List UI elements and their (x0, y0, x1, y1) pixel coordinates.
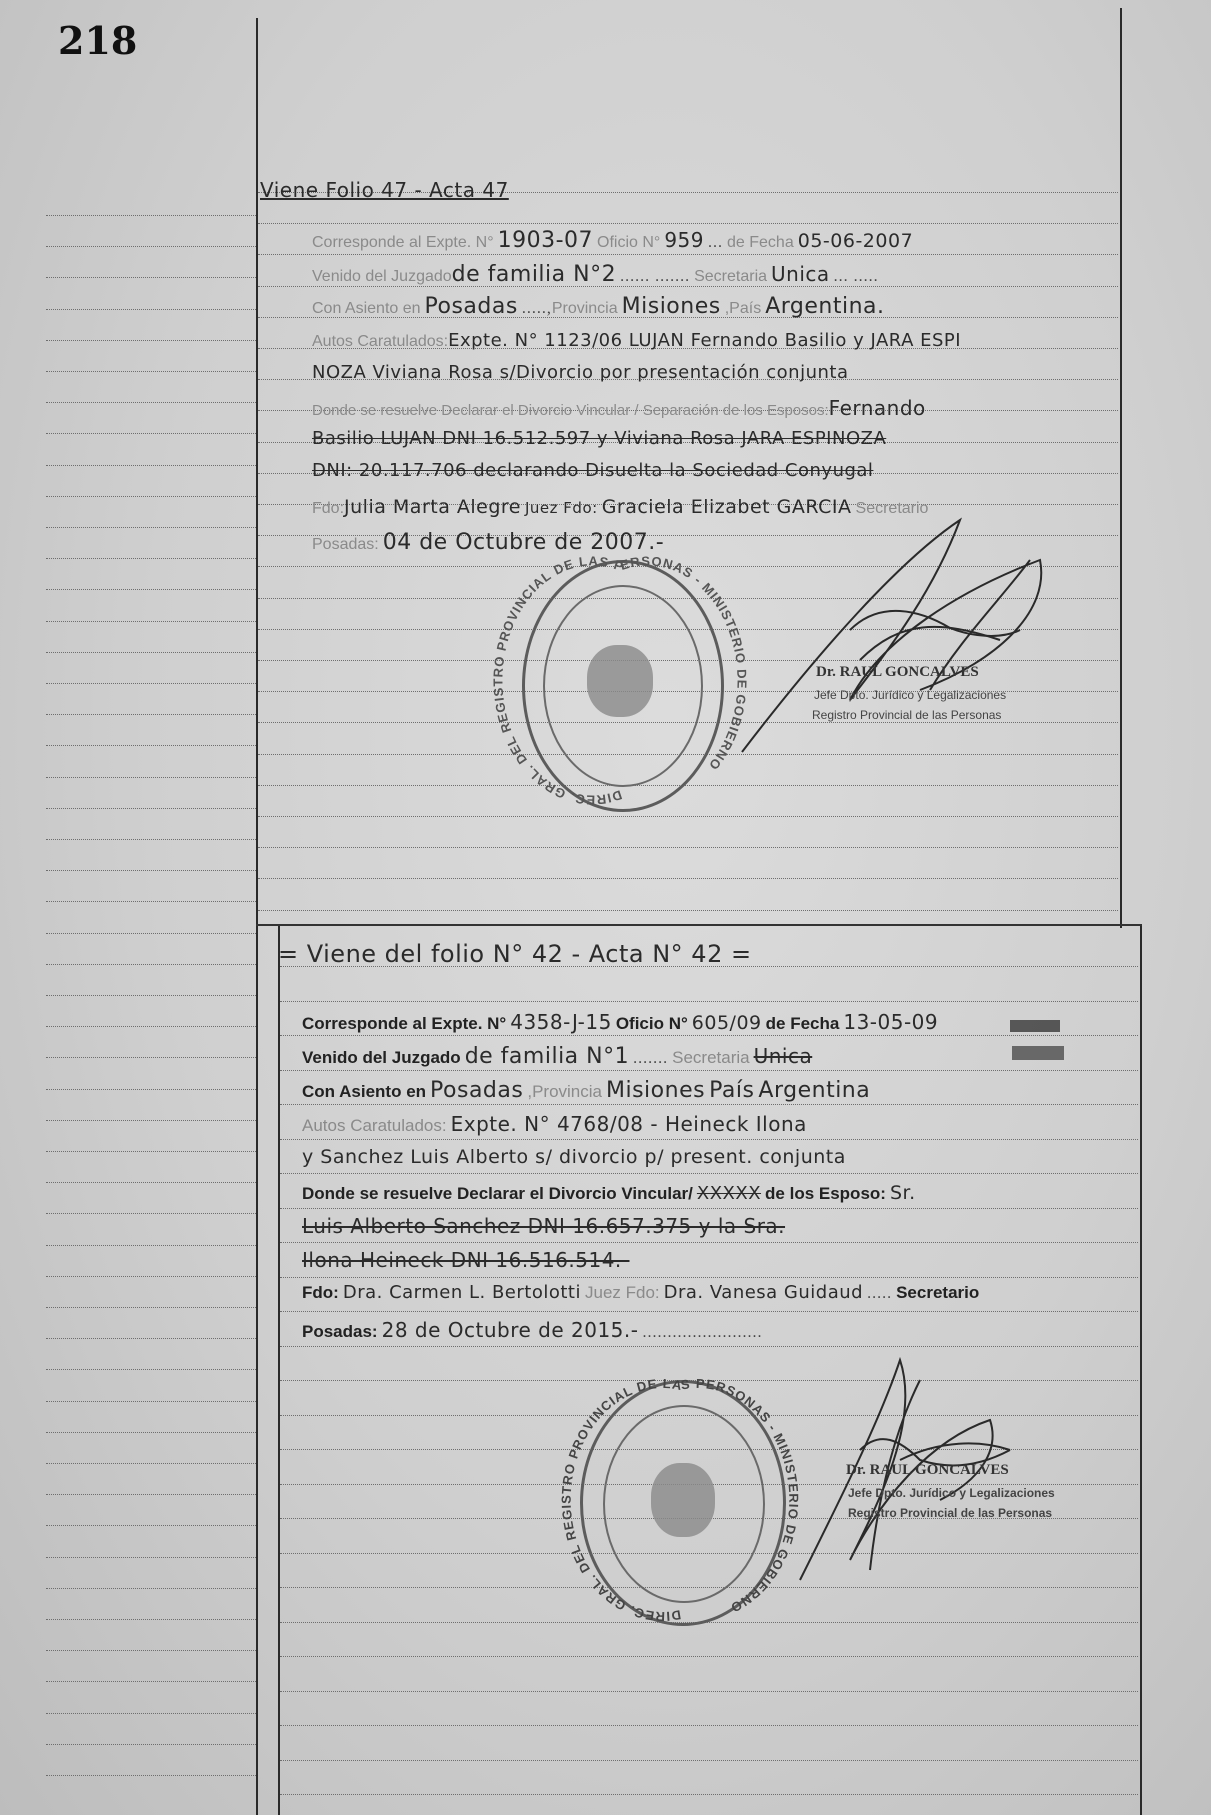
ruled-line (46, 433, 256, 434)
entry-1-row-expte: Corresponde al Expte. N° 1903-07 Oficio N° 959 ... de Fecha 05-06-2007 (312, 228, 914, 253)
ruled-line (258, 910, 1118, 911)
fdo-juez: Julia Marta Alegre (344, 496, 521, 518)
ruled-line (258, 223, 1118, 224)
ruled-line (46, 1494, 256, 1495)
provincia-label: Provincia (532, 1082, 602, 1101)
entry-separator (256, 924, 1142, 926)
provincia-value: Misiones (621, 294, 721, 319)
signature-title-1: Jefe Dpto. Jurídico y Legalizaciones (814, 688, 1007, 702)
ruled-line (46, 1401, 256, 1402)
donde-value: Fernando (828, 396, 926, 420)
donde-line3: Ilona Heineck DNI 16.516.514.- (302, 1248, 630, 1272)
ruled-line (46, 496, 256, 497)
fdo-label: Fdo: (312, 500, 345, 517)
entry-2-row-juzgado: Venido del Juzgado de familia N°1 ....... Secretaria Unica (302, 1044, 813, 1069)
asiento-value: Posadas (430, 1078, 524, 1103)
entry-1-row-asiento: Con Asiento en Posadas .....,Provincia Misiones ,País Argentina. (312, 294, 885, 319)
ruled-line (46, 371, 256, 372)
ruled-line (46, 558, 256, 559)
ruled-line (258, 847, 1118, 848)
ruled-line (46, 1213, 256, 1214)
ruled-line (46, 901, 256, 902)
asiento-label: Con Asiento en (302, 1082, 427, 1101)
ruled-line (46, 1276, 256, 1277)
page-number: 218 (58, 18, 138, 63)
entry-1-row-juzgado: Venido del Juzgadode familia N°2 ...... ....... Secretaria Unica ... ..... (312, 262, 879, 287)
ruled-line (280, 1139, 1138, 1140)
provincia-label: Provincia (551, 300, 618, 317)
donde-value: Sr. (889, 1182, 916, 1204)
fecha-label: de Fecha (727, 234, 794, 251)
ruled-line (280, 1001, 1138, 1002)
expte-value: 1903-07 (497, 228, 594, 253)
entry-2-row-posadas: Posadas: 28 de Octubre de 2015.- ........................ (302, 1318, 763, 1342)
right-border-line (1120, 8, 1122, 928)
entry-1-row-posadas (312, 530, 664, 555)
official-stamp (522, 560, 724, 812)
ruled-line (280, 1380, 1138, 1381)
fdo-juez-role: Juez Fdo: (525, 499, 598, 517)
ruled-line (280, 1208, 1138, 1209)
ruled-line (46, 1681, 256, 1682)
ruled-line (280, 1311, 1138, 1312)
fecha-label: de Fecha (765, 1014, 840, 1033)
donde-line2: Basilio LUJAN DNI 16.512.597 y Viviana Rosa JARA ESPINOZA (312, 428, 887, 449)
juzgado-label: Venido del Juzgado (312, 268, 452, 285)
fdo-secretario-role: Secretario (896, 1283, 980, 1302)
entry-1-row-autos (312, 330, 961, 351)
posadas-label: Posadas: (302, 1322, 378, 1341)
lower-right-border-line (1140, 925, 1142, 1815)
ruled-line (280, 1104, 1138, 1105)
ruled-line (46, 1713, 256, 1714)
asiento-value: Posadas (424, 294, 518, 319)
signature-title-2: Registro Provincial de las Personas (848, 1506, 1053, 1520)
ruled-line (280, 1760, 1138, 1761)
lower-margin-line (278, 925, 280, 1815)
posadas-label: Posadas: (312, 536, 379, 553)
ruled-line (46, 1089, 256, 1090)
pais-label: País (729, 300, 762, 317)
ruled-line (46, 1245, 256, 1246)
entry-2-row-expte (302, 1010, 938, 1034)
ink-smudge (1010, 1020, 1060, 1032)
ruled-line (46, 1057, 256, 1058)
fdo-juez-role: Juez Fdo: (584, 1283, 660, 1302)
ruled-line (46, 777, 256, 778)
donde-label: Donde se resuelve Declarar el Divorcio Vincular/ (302, 1184, 693, 1203)
ruled-line (46, 652, 256, 653)
pais-value: Argentina (758, 1078, 871, 1103)
ruled-line (46, 1588, 256, 1589)
fecha-value: 05-06-2007 (797, 230, 914, 252)
margin-line (256, 18, 258, 1815)
oficio-label: Oficio N° (615, 1014, 688, 1033)
fdo-secretario: Graciela Elizabet GARCIA (601, 496, 852, 518)
entry-1-row-donde (312, 396, 926, 420)
coat-of-arms-emblem (587, 645, 653, 717)
fdo-secretario-role: Secretario (855, 500, 929, 517)
autos-line1: Expte. N° 1123/06 LUJAN Fernando Basilio y JARA ESPI (448, 330, 962, 351)
posadas-value: 28 de Octubre de 2015.- (381, 1318, 639, 1342)
juzgado-label: Venido del Juzgado (302, 1048, 461, 1067)
ruled-line (280, 1070, 1138, 1071)
entry-2-row-donde (302, 1182, 916, 1204)
ruled-line (46, 621, 256, 622)
ruled-line (258, 566, 1118, 567)
donde-label-end: de los Esposo: (765, 1184, 886, 1203)
ruled-line (280, 1173, 1138, 1174)
secretaria-label: Secretaria (672, 1048, 750, 1067)
signature-name: Dr. RAUL GONCALVES (816, 664, 979, 680)
coat-of-arms-emblem (651, 1463, 715, 1537)
ruled-line (46, 246, 256, 247)
ruled-line (46, 964, 256, 965)
ruled-line (46, 1744, 256, 1745)
ruled-line (46, 1775, 256, 1776)
ruled-line (280, 1656, 1138, 1657)
corresponde-label: Corresponde al Expte. N° (312, 234, 494, 251)
autos-label: Autos Caratulados: (312, 333, 449, 350)
entry-1-row-fdo (312, 496, 928, 518)
ruled-line (46, 340, 256, 341)
ruled-line (280, 1346, 1138, 1347)
donde-label: Donde se resuelve Declarar el Divorcio Vincular / Separación de los Esposos: (312, 402, 829, 419)
ruled-line (280, 1035, 1138, 1036)
fdo-secretario: Dra. Vanesa Guidaud (663, 1282, 864, 1303)
ruled-line (46, 1026, 256, 1027)
autos-line2: y Sanchez Luis Alberto s/ divorcio p/ present. conjunta (302, 1146, 846, 1168)
ruled-line (46, 683, 256, 684)
ruled-line (46, 1338, 256, 1339)
oficio-label: Oficio N° (597, 234, 661, 251)
ruled-line (46, 870, 256, 871)
oficio-value: 959 (664, 228, 705, 252)
ruled-line (280, 1725, 1138, 1726)
ruled-line (46, 1307, 256, 1308)
secretaria-label: Secretaria (694, 268, 768, 285)
ruled-line (258, 785, 1118, 786)
ruled-line (46, 309, 256, 310)
ruled-line (46, 1650, 256, 1651)
official-stamp (580, 1380, 786, 1626)
provincia-value: Misiones (606, 1078, 706, 1103)
posadas-value: 04 de Octubre de 2007.- (382, 530, 665, 555)
signature-title-2: Registro Provincial de las Personas (812, 708, 1002, 722)
ruled-line (46, 808, 256, 809)
autos-line2: NOZA Viviana Rosa s/Divorcio por presentación conjunta (312, 362, 849, 383)
ruled-line (280, 1691, 1138, 1692)
expte-value: 4358-J-15 (510, 1010, 612, 1034)
ruled-line (46, 1369, 256, 1370)
ruled-line (46, 1432, 256, 1433)
corresponde-label: Corresponde al Expte. N° (302, 1014, 507, 1033)
stamp-text: DIREC. GRAL. DEL REGISTRO PROVINCIAL DE LAS PERSONAS - MINISTERIO DE GOBIERNO (490, 553, 750, 808)
juzgado-value: de familia N°1 (464, 1044, 630, 1069)
pais-label: País (709, 1078, 755, 1103)
ruled-line (46, 1151, 256, 1152)
autos-label: Autos Caratulados: (302, 1116, 447, 1135)
ruled-line (46, 1557, 256, 1558)
ruled-line (46, 714, 256, 715)
asiento-label: Con Asiento en (312, 300, 421, 317)
signature-title-1: Jefe Dpto. Jurídico y Legalizaciones (848, 1486, 1055, 1500)
ruled-line (46, 933, 256, 934)
ruled-line (46, 1182, 256, 1183)
fdo-label: Fdo: (302, 1283, 339, 1302)
entry-2-heading: = Viene del folio N° 42 - Acta N° 42 = (278, 940, 752, 968)
ruled-line (258, 254, 1118, 255)
signature-name: Dr. RAUL GONCALVES (846, 1462, 1009, 1478)
ruled-line (46, 277, 256, 278)
secretaria-value: Unica (753, 1044, 813, 1068)
fecha-value: 13-05-09 (843, 1010, 939, 1034)
stamp-text: DIREC. GRAL. DEL REGISTRO PROVINCIAL DE LAS PERSONAS - MINISTERIO DE GOBIERNO (558, 1375, 802, 1625)
ruled-line (258, 816, 1118, 817)
entry-2-row-autos (302, 1112, 807, 1136)
fdo-juez: Dra. Carmen L. Bertolotti (342, 1282, 581, 1303)
ruled-line (46, 402, 256, 403)
entry-2-row-asiento: Con Asiento en Posadas ,Provincia Misiones País Argentina (302, 1078, 871, 1103)
pais-value: Argentina. (765, 294, 885, 319)
ruled-line (46, 465, 256, 466)
ruled-line (280, 1794, 1138, 1795)
entry-2-row-fdo: Fdo: Dra. Carmen L. Bertolotti Juez Fdo: Dra. Vanesa Guidaud ..... Secretario (302, 1282, 980, 1303)
ruled-line (46, 1525, 256, 1526)
entry-1-heading: Viene Folio 47 - Acta 47 (260, 178, 509, 202)
ruled-line (258, 878, 1118, 879)
ruled-line (46, 1463, 256, 1464)
ruled-line (46, 1120, 256, 1121)
ruled-line (46, 839, 256, 840)
ruled-line (46, 995, 256, 996)
donde-line3: DNI: 20.117.706 declarando Disuelta la Sociedad Conyugal (312, 460, 874, 481)
ruled-line (46, 745, 256, 746)
ruled-line (280, 1277, 1138, 1278)
ink-smudge (1012, 1046, 1064, 1060)
secretaria-value: Unica (771, 262, 830, 286)
ruled-line (280, 1242, 1138, 1243)
ruled-line (46, 1619, 256, 1620)
autos-line1: Expte. N° 4768/08 - Heineck Ilona (450, 1112, 807, 1136)
oficio-value: 605/09 (691, 1012, 762, 1034)
ruled-line (46, 589, 256, 590)
donde-struck: XXXXX (696, 1183, 762, 1204)
donde-line2: Luis Alberto Sanchez DNI 16.657.375 y la Sra. (302, 1214, 786, 1238)
juzgado-value: de familia N°2 (451, 262, 617, 287)
ruled-line (46, 527, 256, 528)
ruled-line (46, 215, 256, 216)
